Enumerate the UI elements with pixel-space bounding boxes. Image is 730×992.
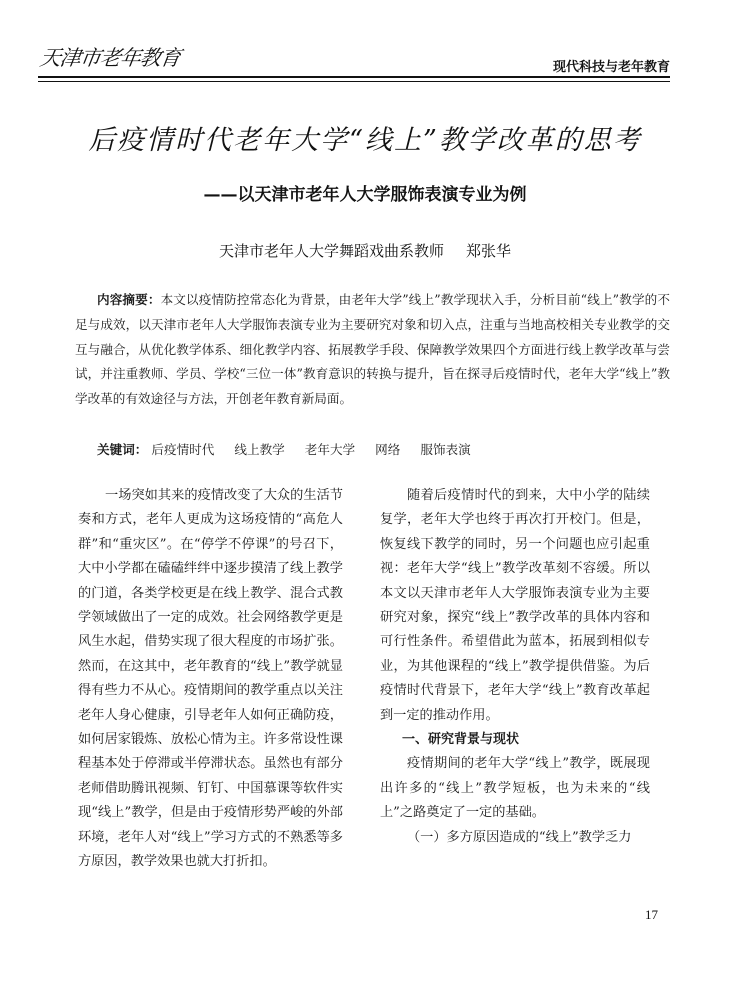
body-paragraph: 一场突如其来的疫情改变了大众的生活节奏和方式，老年人更成为这场疫情的“高危人群”和“重灾区”。在“停学不停课”的号召下，大中小学都在磕磕绊绊中逐步摸清了线上教学的门道，各类学校更是在线上教学、混合式教学领域做出了一定的成效。社会网络教学更是风生水起，借势实现了很大程度的市场扩张。然而，在这其中，老年教育的“线上”教学就显得有些力不从心。疫情期间的教学重点以关注老年人身心健康，引导老年人如何正确防疫，如何居家锻炼、放松心情为主。许多常设性课程基本处于停滞或半停滞状态。虽然也有部分老师借助腾讯视频、钉钉、中国慕课等软件实现“线上”教学，但是由于疫情形势严峻的外部环境，老年人对“线上”学习方式的不熟悉等多方原因，教学效果也就大打折扣。 [78,488,343,870]
keyword: 线上教学 [234,442,285,457]
body-paragraph: 疫情期间的老年大学“线上”教学，既展现出许多的“线上”教学短板，也为未来的“线上”之路奠定了一定的基础。 [380,756,650,821]
keyword: 老年大学 [304,442,356,457]
keyword: 后疫情时代 [151,442,215,457]
header-divider [38,76,670,78]
keywords-label: 关键词： [97,442,148,457]
body-column-left [78,484,343,875]
section-title: 现代科技与老年教育 [552,60,670,75]
journal-logo: 天津市老年教育 [38,46,182,70]
article-title: 后疫情时代老年大学“线上”教学改革的思考 [88,125,642,156]
abstract [75,288,670,412]
keyword: 服饰表演 [420,442,471,457]
author-line [0,240,730,261]
body-paragraph: 随着后疫情时代的到来，大中小学的陆续复学，老年大学也终于再次打开校门。但是，恢复线下教学的同时，另一个问题也应引起重视：老年大学“线上”教学改革刻不容缓。所以本文以天津市老年人大学服饰表演专业为主要研究对象，探究“线上”教学改革的具体内容和可行性条件。希望借此为蓝本，拓展到相似专业，为其他课程的“线上”教学提供借鉴。为后疫情时代背景下，老年大学“线上”教育改革起到一定的推动作用。 [380,488,650,723]
article-subtitle: ——以天津市老年人大学服饰表演专业为例 [203,185,527,205]
keyword: 网络 [375,442,401,457]
author-affiliation: 天津市老年人大学舞蹈戏曲系教师 [218,242,444,260]
author-name: 郑张华 [466,242,512,260]
body-column-right [380,484,650,850]
section-heading: 一、研究背景与现状 [402,732,520,748]
abstract-label: 内容摘要： [97,292,161,307]
abstract-text: 本文以疫情防控常态化为背景，由老年大学”线上”教学现状入手，分析目前“线上”教学的不足与成效，以天津市老年人大学服饰表演专业为主要研究对象和切入点，注重与当地高校相关专业教学的交互与融合，从优化教学体系、细化教学内容、拓展教学手段、保障教学效果四个方面进行线上教学改革与尝试，并注重教师、学员、学校“三位一体”教育意识的转换与提升，旨在探寻后疫情时代，老年大学“线上”教学改革的有效途径与方法，开创老年教育新局面。 [75,292,670,407]
subsection-heading: （一）多方原因造成的“线上”教学乏力 [407,829,632,845]
page-number: 17 [645,907,658,922]
keywords [97,440,677,460]
header-divider-thin [38,81,670,82]
